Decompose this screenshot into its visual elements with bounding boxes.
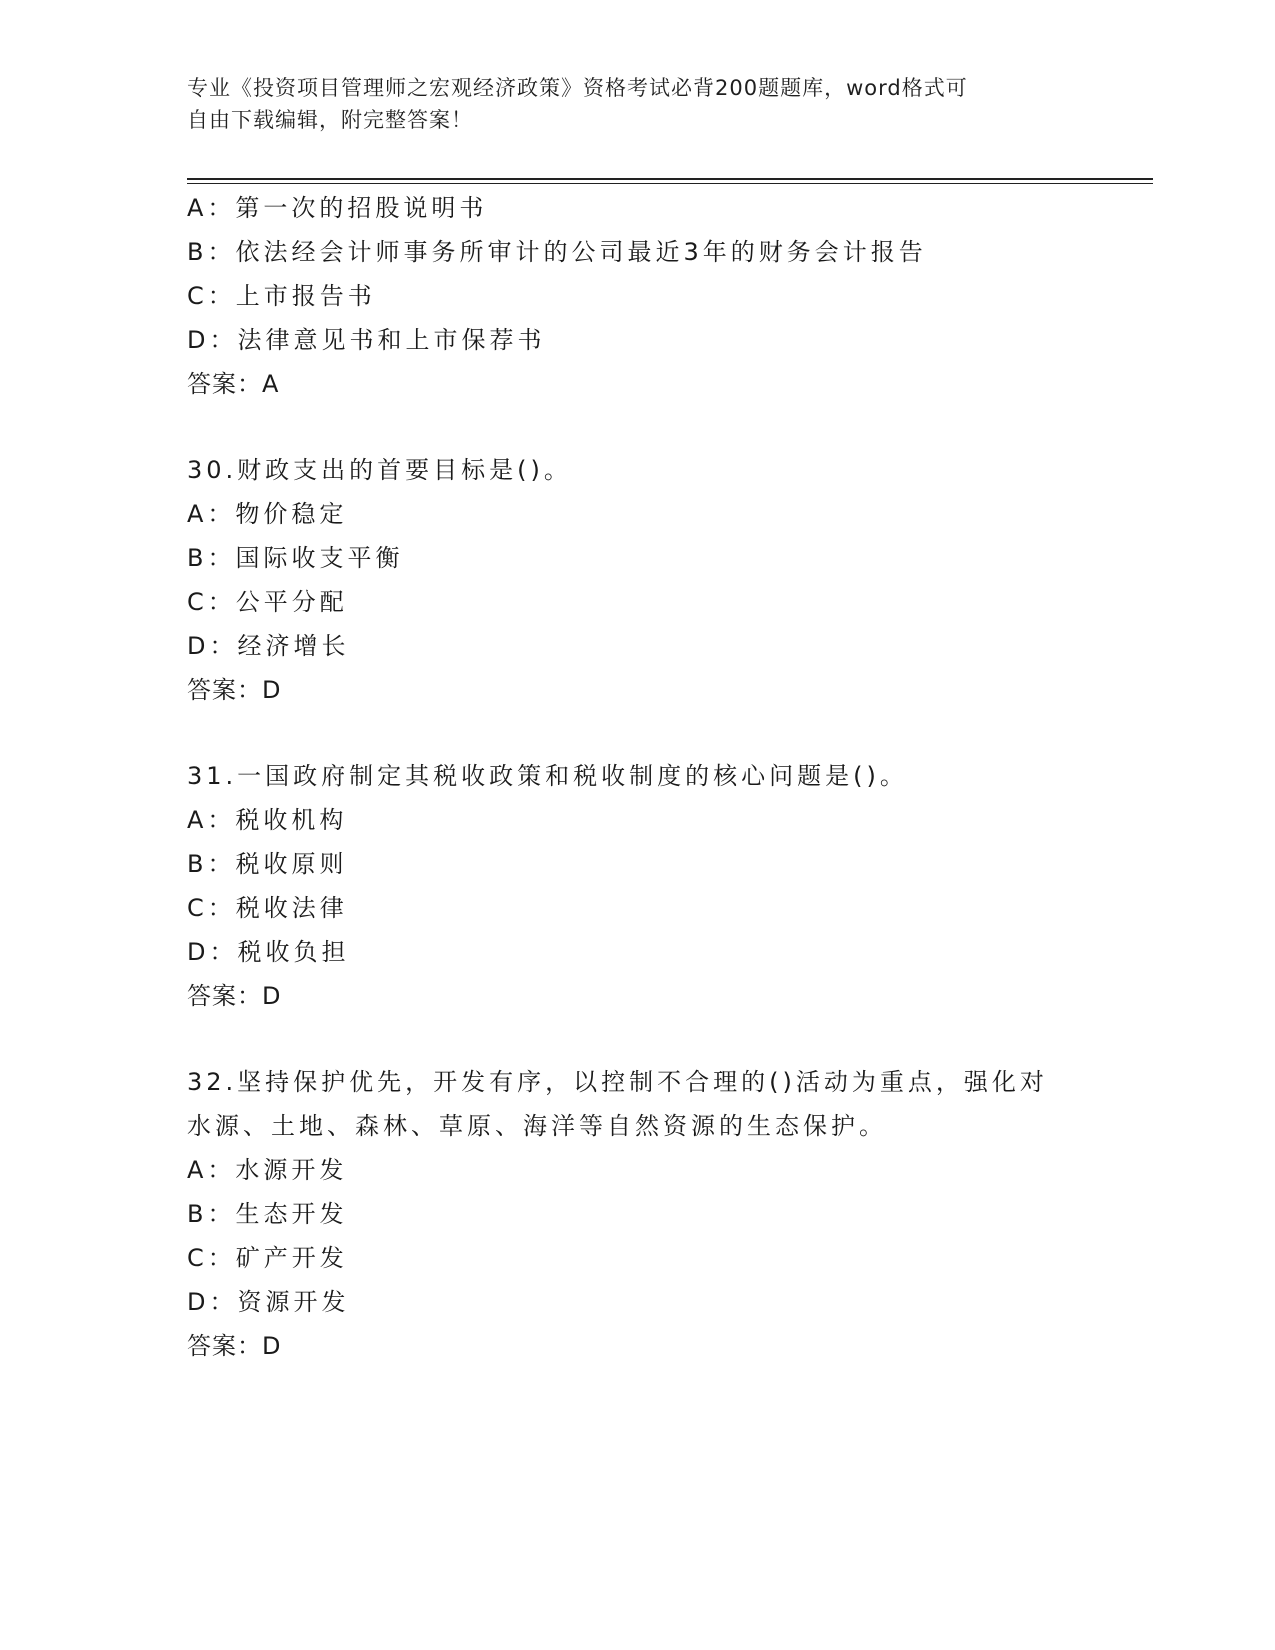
answer-label: 答案：A xyxy=(187,370,280,398)
option-b: B：国际收支平衡 xyxy=(187,544,404,572)
option-a: A：水源开发 xyxy=(187,1156,348,1184)
option-b: B：生态开发 xyxy=(187,1200,348,1228)
option-a: A：税收机构 xyxy=(187,806,348,834)
answer-label: 答案：D xyxy=(187,982,282,1010)
option-b: B：税收原则 xyxy=(187,850,348,878)
document-header xyxy=(187,72,1087,136)
option-a: A：物价稳定 xyxy=(187,500,348,528)
question-32-line-2: 水源、土地、森林、草原、海洋等自然资源的生态保护。 xyxy=(187,1112,887,1140)
option-c: C：上市报告书 xyxy=(187,282,376,310)
question-30: 30.财政支出的首要目标是()。 xyxy=(187,456,572,484)
question-31: 31.一国政府制定其税收政策和税收制度的核心问题是()。 xyxy=(187,762,908,790)
answer-label: 答案：D xyxy=(187,676,282,704)
header-line-1: 专业《投资项目管理师之宏观经济政策》资格考试必背200题题库，word格式可 xyxy=(187,76,968,100)
option-d: D：经济增长 xyxy=(187,632,350,660)
option-a: A：第一次的招股说明书 xyxy=(187,194,488,222)
option-c: C：矿产开发 xyxy=(187,1244,348,1272)
option-b: B：依法经会计师事务所审计的公司最近3年的财务会计报告 xyxy=(187,238,927,266)
option-d: D：资源开发 xyxy=(187,1288,350,1316)
option-c: C：公平分配 xyxy=(187,588,348,616)
header-divider-thick xyxy=(187,178,1153,180)
option-c: C：税收法律 xyxy=(187,894,348,922)
question-32-line-1: 32.坚持保护优先，开发有序，以控制不合理的()活动为重点，强化对 xyxy=(187,1068,1048,1096)
option-d: D：法律意见书和上市保荐书 xyxy=(187,326,546,354)
answer-label: 答案：D xyxy=(187,1332,282,1360)
header-divider-thin xyxy=(187,183,1153,184)
header-line-2: 自由下载编辑，附完整答案！ xyxy=(187,108,473,132)
option-d: D：税收负担 xyxy=(187,938,350,966)
